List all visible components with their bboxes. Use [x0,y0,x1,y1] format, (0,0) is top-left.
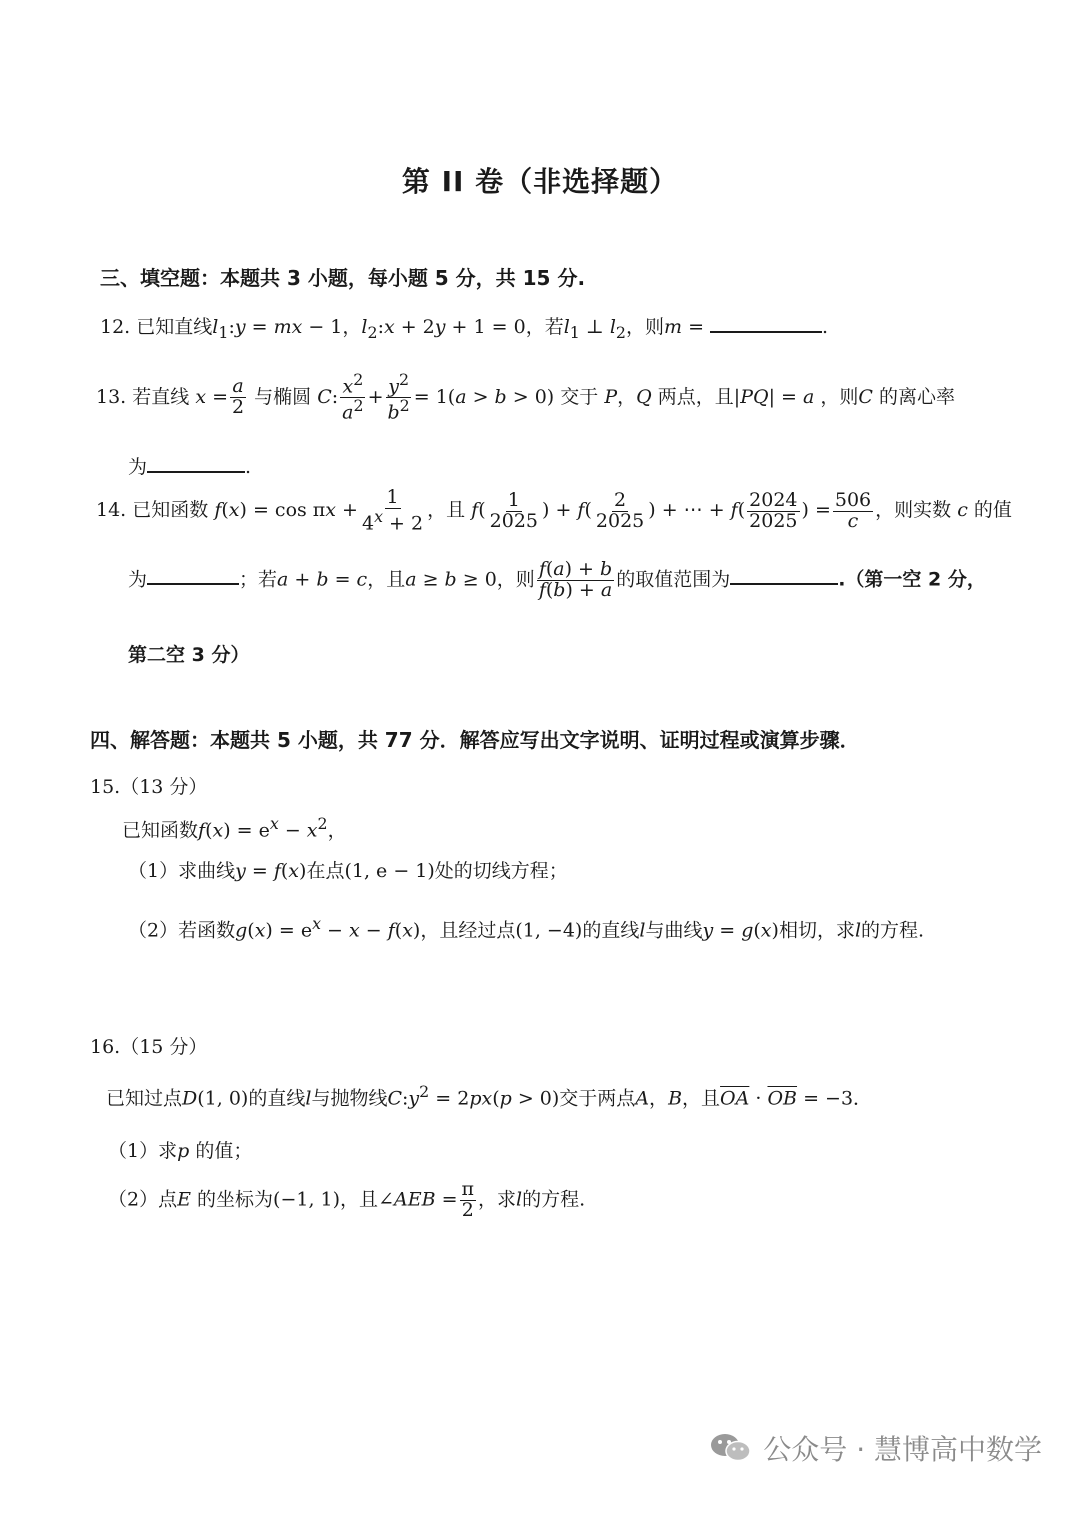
watermark-text: 公众号 · 慧博高中数学 [763,1433,1042,1466]
watermark [709,1428,1042,1468]
question-number: 14. [96,499,127,522]
question-15-number: 15.（13 分） [90,776,208,798]
question-16-part1: （1）求p 的值； [108,1140,253,1162]
question-15-part1: （1）求曲线y = f(x)在点(1, e − 1)处的切线方程； [128,860,568,882]
answer-blank [147,453,245,473]
question-16-stem: 已知过点D(1, 0)的直线l与抛物线$C:y^2 = 2px(p > 0)$交于两点A，B，且$\overline{OA} \cdot \overline{OB} = -3$． [106,1082,873,1110]
question-14-line2: 为 ；若a + b = c，且a ≥ b ≥ 0，则 $\frac{f(a) + b}{f(b) + a}$ 的取值范围为 .（第一空 2 分， [128,558,986,601]
question-16-part2: （2）点E 的坐标为(−1, 1)，且∠AEB = $\frac{\pi}{2}$ ，求l的方程. [108,1178,586,1221]
question-13-line2: 为 . [128,452,251,479]
question-13: 13. 若直线 x = $\frac{a}{2}$ 与椭圆 C: $\frac{x^2}{a^2}$ + $\frac{y^2}{b^2}$ = 1(a > b > 0) 交于 P，Q 两点，且|PQ| = a ，则C 的离心率 [96,370,955,424]
answer-blank [710,313,822,333]
answer-blank-2 [730,565,838,585]
question-number: 13. [96,385,127,408]
page-title: 第 II 卷（非选择题） [401,165,679,198]
question-number: 12. [100,316,131,338]
question-12: 12. 已知直线$l_1:y$ = mx − 1，$l_2:x + 2y + 1 = 0$，若$l_1$ ⊥ $l_2$，则m = . [100,312,828,342]
wechat-icon [709,1431,753,1465]
question-16-number: 16.（15 分） [90,1036,208,1058]
section-answer-header: 四、解答题：本题共 5 小题，共 77 分．解答应写出文字说明、证明过程或演算步骤． [90,728,860,752]
question-14-line3: 第二空 3 分） [128,644,250,666]
question-14: 14. 已知函数 f(x) = cos πx + $\frac{1}{4^x + 2}$ ，且 f( $\frac{1}{2025}$ ) + f( $\frac{2}{2025}$ ) + ⋯ + f( $\frac{2024}{2025}$ ) = $\frac{506}{c}$ ，则实数 c 的值 [96,486,1012,535]
answer-blank-1 [147,565,239,585]
question-15-stem: 已知函数$f(x) = e^x - x^2$， [122,814,347,842]
question-15-part2: （2）若函数$g(x) = e^x - x - f(x)$，且经过点(1, −4)的直线l与曲线y = g(x)相切，求l的方程. [128,914,925,942]
section-fill-blank-header: 三、填空题：本题共 3 小题，每小题 5 分，共 15 分. [100,266,586,290]
